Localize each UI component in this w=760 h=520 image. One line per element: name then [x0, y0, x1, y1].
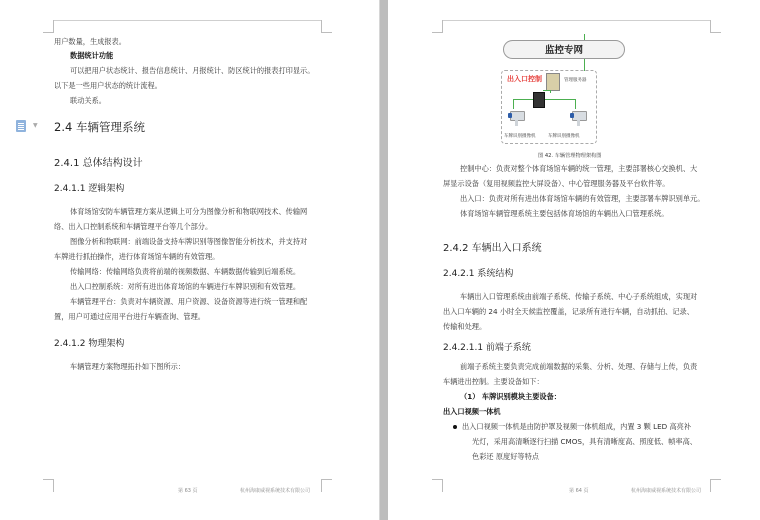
- footer-page-number: 第 63 页: [178, 488, 198, 494]
- body-text: 出入口控制系统：对所有进出体育场馆的车辆进行车牌识别和有效管理。: [70, 282, 301, 291]
- link-line: [550, 90, 551, 93]
- heading-2-4-1-2: 2.4.1.2 物理架构: [54, 339, 125, 349]
- bullet-icon: [453, 425, 457, 429]
- margin-corner-top-right: [710, 20, 721, 33]
- heading-2-4-2: 2.4.2 车辆出入口系统: [443, 243, 542, 254]
- bullet-text: 出入口视频一体机是由防护罩及视频一体机组成，内置 3 颗 LED 高亮补: [462, 422, 692, 431]
- switch-icon: [533, 92, 545, 108]
- header-margin-line: [443, 20, 710, 21]
- heading-2-4-1: 2.4.1 总体结构设计: [54, 158, 143, 169]
- server-icon: [546, 73, 560, 91]
- body-text: 体育场馆安防车辆管理方案从逻辑上可分为图像分析和物联网技术、传输网: [70, 207, 308, 216]
- body-text: 车辆出入口管理系统由前端子系统、传输子系统、中心子系统组成，实现对: [460, 292, 698, 301]
- link-line: [513, 99, 533, 100]
- margin-corner-top-left: [432, 20, 443, 33]
- body-text: 用户数量，生成报表。: [54, 37, 126, 46]
- margin-corner-top-right: [321, 20, 332, 33]
- bullet-text: 光灯，采用高清晰逐行扫描 CMOS，具有清晰度高、照度低、帧率高、: [472, 437, 697, 446]
- body-text: 传输网络：传输网络负责将前端的视频数据、车辆数据传输到后端系统。: [70, 267, 301, 276]
- margin-corner-bottom-right: [321, 479, 332, 492]
- camera-pole: [515, 120, 518, 126]
- equipment-name: 出入口视频一体机: [443, 407, 501, 416]
- header-margin-line: [54, 20, 321, 21]
- figure-caption: 图 42. 车辆管理物理架构图: [538, 153, 602, 159]
- margin-corner-bottom-left: [432, 479, 443, 492]
- link-line: [513, 99, 514, 109]
- body-text: 置，用户可通过应用平台进行车辆查询、管理。: [54, 312, 205, 321]
- zone-label: 出入口控制: [507, 75, 542, 83]
- body-text: 车辆管理方案物理拓扑如下图所示：: [70, 362, 186, 371]
- heading-2-4-2-1-1: 2.4.2.1.1 前端子系统: [443, 343, 531, 353]
- server-label: 管理服务器: [564, 78, 587, 83]
- margin-corner-bottom-left: [43, 479, 54, 492]
- network-cloud: [503, 40, 625, 59]
- page-gutter: [379, 0, 388, 520]
- body-text: 传输和处理。: [443, 322, 487, 331]
- equipment-heading: （1） 车牌识别模块主要设备：: [460, 392, 561, 401]
- camera-pole: [577, 120, 580, 126]
- body-text: 车牌进行抓拍操作，进行体育场馆车辆的有效管理。: [54, 252, 220, 261]
- subheading-stats: 数据统计功能: [70, 51, 114, 60]
- document-page-64: [388, 0, 760, 520]
- body-text: 图像分析和物联网：前端设备支持车牌识别等图像智能分析技术，并支持对: [70, 237, 308, 246]
- body-text: 前端子系统主要负责完成前端数据的采集、分析、处理、存储与上传，负责: [460, 362, 698, 371]
- footer-company: 杭州海康威视系统技术有限公司: [240, 488, 311, 494]
- body-text: 可以把用户状态统计、报告信息统计、月报统计、防区统计的报表打印显示。: [70, 66, 315, 75]
- body-text: 车辆进出控制。主要设备如下：: [443, 377, 544, 386]
- footer-page-number: 第 64 页: [569, 488, 589, 494]
- vehicle-physical-architecture-diagram: [498, 30, 648, 150]
- body-text: 络、出入口控制系统和车辆管理平台等几个部分。: [54, 222, 213, 231]
- body-text: 出入口车辆的 24 小时全天候监控覆盖，记录所有进行车辆，自动抓拍、记录、: [443, 307, 694, 316]
- bullet-text: 色彩还 原度好等特点: [472, 452, 539, 461]
- link-line: [575, 99, 576, 109]
- footer-company: 杭州海康威视系统技术有限公司: [631, 488, 702, 494]
- body-text: 屏显示设备（复用视频监控大屏设备）、中心管理服务器及平台软件等。: [443, 179, 670, 188]
- network-label: 监控专网: [544, 45, 583, 56]
- link-line: [545, 99, 575, 100]
- body-text: 体育场馆车辆管理系统主要包括体育场馆的车辆出入口管理系统。: [460, 209, 669, 218]
- heading-2-4-1-1: 2.4.1.1 逻辑架构: [54, 184, 125, 194]
- heading-2-4: 2.4 车辆管理系统: [54, 120, 145, 134]
- margin-corner-bottom-right: [710, 479, 721, 492]
- navigation-pane-icon[interactable]: [16, 120, 26, 132]
- body-text: 控制中心：负责对整个体育场馆车辆的统一管理，主要部署核心交换机、大: [460, 164, 698, 173]
- heading-2-4-2-1: 2.4.2.1 系统结构: [443, 269, 514, 279]
- camera-label: 车牌识别摄像机: [504, 134, 536, 139]
- margin-corner-top-left: [43, 20, 54, 33]
- document-page-63: [0, 0, 379, 520]
- body-text: 出入口：负责对所有进出体育场馆车辆的有效管理，主要部署车牌识别单元。: [460, 194, 705, 203]
- body-text: 联动关系。: [70, 96, 106, 105]
- camera-label: 车牌识别摄像机: [548, 134, 580, 139]
- body-text: 车辆管理平台：负责对车辆资源、用户资源、设备资源等进行统一管理和配: [70, 297, 308, 306]
- chevron-down-icon[interactable]: ▼: [33, 122, 38, 129]
- body-text: 以下是一些用户状态的统计流程。: [54, 81, 162, 90]
